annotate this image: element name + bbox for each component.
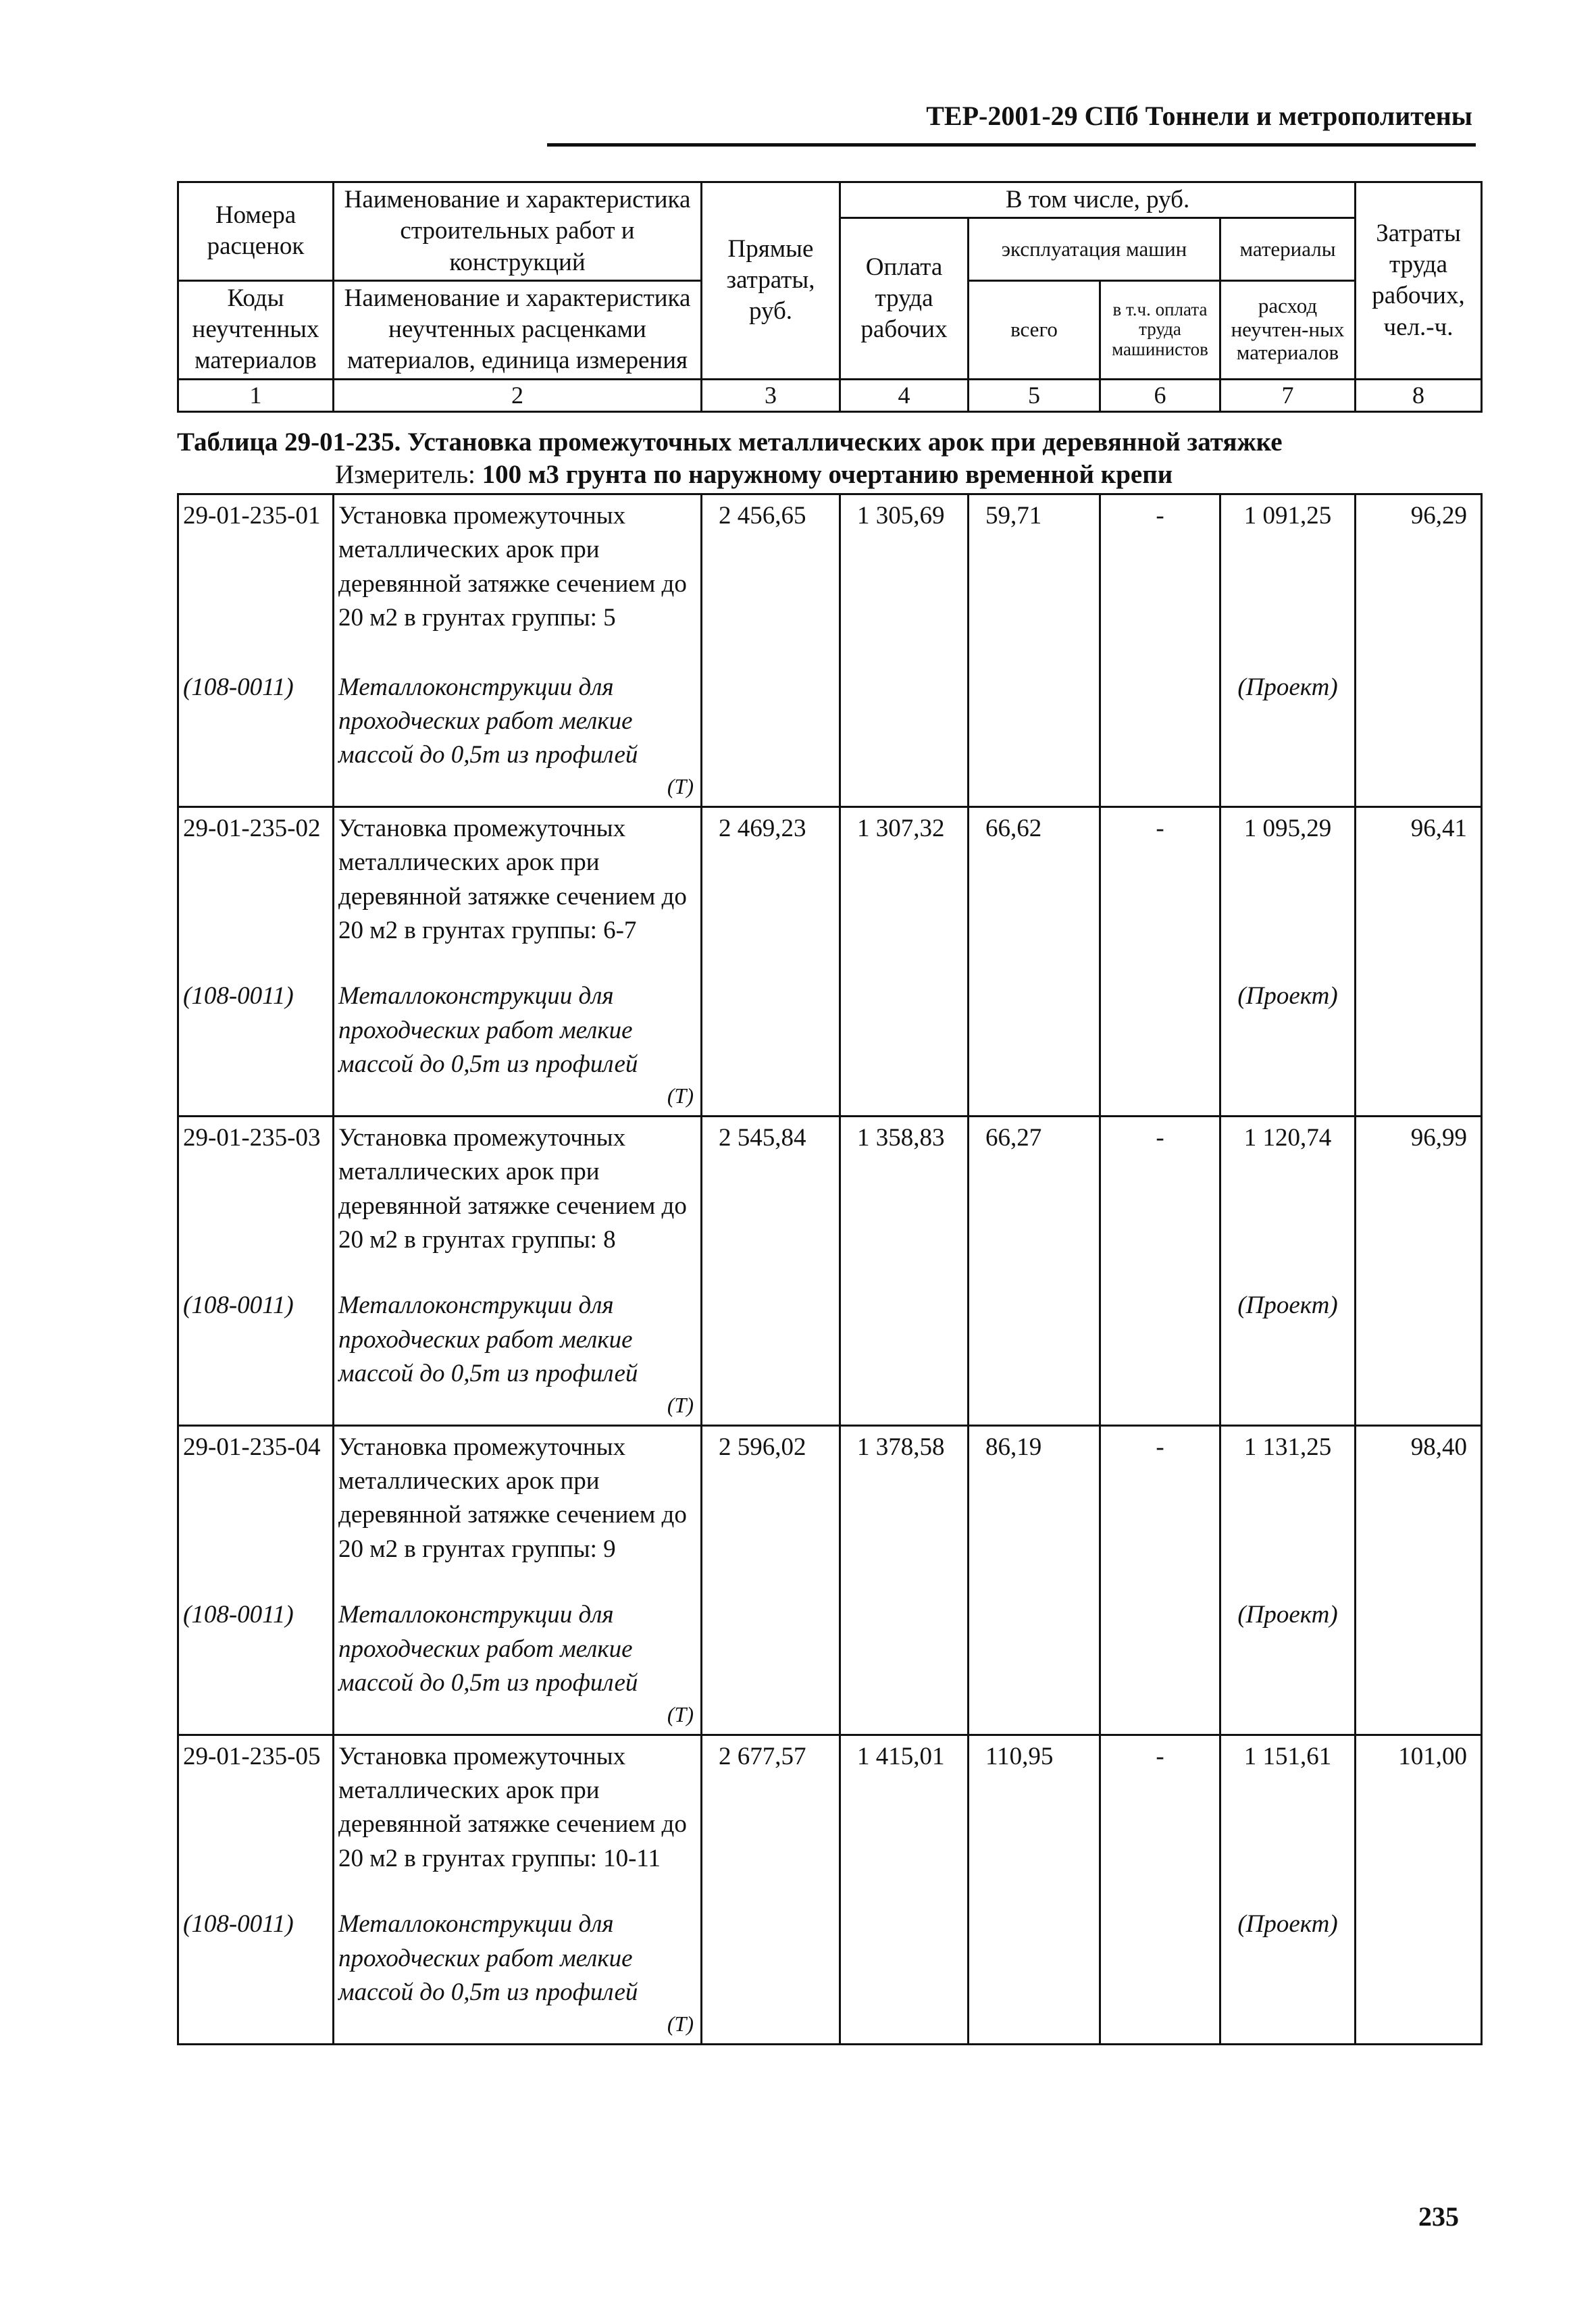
material-quantity: (Проект) — [1220, 1285, 1356, 1425]
material-name: Металлоконструкции для проходческих работ мелкие массой до 0,5т из профилей — [338, 1291, 638, 1388]
material-unit: (Т) — [667, 1702, 694, 1727]
labor-pay: 1 415,01 — [840, 1735, 969, 1903]
column-number: 8 — [1356, 379, 1482, 411]
empty-cell — [969, 1285, 1100, 1425]
materials-cost: 1 095,29 — [1220, 806, 1356, 975]
column-number: 5 — [969, 379, 1100, 411]
material-code: (108-0011) — [178, 1903, 334, 2044]
material-row — [178, 667, 1482, 807]
work-name: Установка промежуточных металлических арок при деревянной затяжке сечением до 20 м2 в грунтах группы: 10-11 — [334, 1735, 702, 1903]
rate-code: 29-01-235-01 — [178, 494, 334, 667]
header-material-codes: Коды неучтенных материалов — [178, 280, 334, 379]
empty-cell — [1100, 1285, 1220, 1425]
material-quantity: (Проект) — [1220, 667, 1356, 807]
header-direct-costs: Прямые затраты, руб. — [702, 182, 840, 380]
direct-costs: 2 545,84 — [702, 1116, 840, 1285]
material-row — [178, 1285, 1482, 1425]
empty-cell — [969, 667, 1100, 807]
page-number: 235 — [1418, 2201, 1459, 2232]
header-including: В том числе, руб. — [840, 182, 1356, 218]
material-code: (108-0011) — [178, 1594, 334, 1735]
column-number: 4 — [840, 379, 969, 411]
material-name: Металлоконструкции для проходческих работ мелкие массой до 0,5т из профилей — [338, 1601, 638, 1697]
work-name: Установка промежуточных металлических арок при деревянной затяжке сечением до 20 м2 в грунтах группы: 5 — [334, 494, 702, 667]
document-title: ТЕР-2001-29 СПб Тоннели и метрополитены — [926, 101, 1472, 131]
labor-hours: 96,41 — [1356, 806, 1482, 975]
material-unit: (Т) — [667, 1393, 694, 1418]
labor-pay: 1 358,83 — [840, 1116, 969, 1285]
materials-cost: 1 120,74 — [1220, 1116, 1356, 1285]
empty-cell — [1100, 975, 1220, 1116]
header-table — [177, 181, 1483, 413]
machines-total: 110,95 — [969, 1735, 1100, 1903]
empty-cell — [840, 1594, 969, 1735]
material-cell — [334, 1903, 702, 2044]
materials-cost: 1 091,25 — [1220, 494, 1356, 667]
material-unit: (Т) — [667, 2012, 694, 2036]
column-number: 2 — [334, 379, 702, 411]
header-machines: эксплуатация машин — [969, 218, 1220, 281]
rate-code: 29-01-235-02 — [178, 806, 334, 975]
work-name: Установка промежуточных металлических арок при деревянной затяжке сечением до 20 м2 в грунтах группы: 6-7 — [334, 806, 702, 975]
table-measure — [335, 459, 1173, 490]
material-code: (108-0011) — [178, 975, 334, 1116]
materials-cost: 1 151,61 — [1220, 1735, 1356, 1903]
labor-hours: 101,00 — [1356, 1735, 1482, 1903]
table-row — [178, 806, 1482, 975]
empty-cell — [1100, 667, 1220, 807]
empty-cell — [1100, 1594, 1220, 1735]
header-labor-pay: Оплата труда рабочих — [840, 218, 969, 379]
rates-table — [177, 493, 1483, 2045]
material-quantity: (Проект) — [1220, 975, 1356, 1116]
material-unit: (Т) — [667, 1083, 694, 1108]
header-work-name: Наименование и характеристика строительных работ и конструкций — [334, 182, 702, 281]
empty-cell — [1356, 1903, 1482, 2044]
labor-pay: 1 378,58 — [840, 1425, 969, 1594]
work-name: Установка промежуточных металлических арок при деревянной затяжке сечением до 20 м2 в грунтах группы: 8 — [334, 1116, 702, 1285]
column-number: 7 — [1220, 379, 1356, 411]
operators-pay: - — [1100, 1116, 1220, 1285]
labor-hours: 98,40 — [1356, 1425, 1482, 1594]
direct-costs: 2 596,02 — [702, 1425, 840, 1594]
material-cell — [334, 975, 702, 1116]
column-number: 6 — [1100, 379, 1220, 411]
labor-hours: 96,29 — [1356, 494, 1482, 667]
material-row — [178, 1594, 1482, 1735]
table-caption: Таблица 29-01-235. Установка промежуточных металлических арок при деревянной затяжке — [177, 428, 1283, 457]
rate-code: 29-01-235-05 — [178, 1735, 334, 1903]
empty-cell — [702, 667, 840, 807]
empty-cell — [702, 1594, 840, 1735]
direct-costs: 2 469,23 — [702, 806, 840, 975]
empty-cell — [1356, 1594, 1482, 1735]
empty-cell — [969, 1594, 1100, 1735]
material-row — [178, 975, 1482, 1116]
empty-cell — [840, 975, 969, 1116]
material-cell — [334, 1285, 702, 1425]
empty-cell — [1356, 667, 1482, 807]
material-quantity: (Проект) — [1220, 1594, 1356, 1735]
header-column-numbers — [178, 379, 1482, 411]
material-name: Металлоконструкции для проходческих работ мелкие массой до 0,5т из профилей — [338, 673, 638, 769]
title-rule — [547, 143, 1476, 147]
empty-cell — [969, 1903, 1100, 2044]
operators-pay: - — [1100, 1735, 1220, 1903]
labor-pay: 1 305,69 — [840, 494, 969, 667]
empty-cell — [1356, 1285, 1482, 1425]
material-code: (108-0011) — [178, 667, 334, 807]
measure-value: 100 м3 грунта по наружному очертанию временной крепи — [482, 460, 1173, 489]
machines-total: 86,19 — [969, 1425, 1100, 1594]
column-number: 1 — [178, 379, 334, 411]
material-row — [178, 1903, 1482, 2044]
empty-cell — [1356, 975, 1482, 1116]
rate-code: 29-01-235-03 — [178, 1116, 334, 1285]
direct-costs: 2 677,57 — [702, 1735, 840, 1903]
column-number: 3 — [702, 379, 840, 411]
header-material-name: Наименование и характеристика неучтенных расценками материалов, единица измерения — [334, 280, 702, 379]
empty-cell — [702, 1285, 840, 1425]
empty-cell — [969, 975, 1100, 1116]
header-operators-pay: в т.ч. оплата труда машинистов — [1100, 280, 1220, 379]
empty-cell — [840, 667, 969, 807]
material-cell — [334, 667, 702, 807]
measure-label: Измеритель: — [335, 460, 482, 489]
material-name: Металлоконструкции для проходческих работ мелкие массой до 0,5т из профилей — [338, 982, 638, 1079]
labor-hours: 96,99 — [1356, 1116, 1482, 1285]
materials-cost: 1 131,25 — [1220, 1425, 1356, 1594]
empty-cell — [840, 1285, 969, 1425]
header-materials: материалы — [1220, 218, 1356, 281]
material-quantity: (Проект) — [1220, 1903, 1356, 2044]
table-row — [178, 1735, 1482, 1903]
table-row — [178, 494, 1482, 667]
labor-pay: 1 307,32 — [840, 806, 969, 975]
table-row — [178, 1425, 1482, 1594]
material-cell — [334, 1594, 702, 1735]
header-unaccounted-materials: расход неучтен-ных материалов — [1220, 280, 1356, 379]
material-unit: (Т) — [667, 774, 694, 799]
direct-costs: 2 456,65 — [702, 494, 840, 667]
operators-pay: - — [1100, 806, 1220, 975]
empty-cell — [702, 975, 840, 1116]
material-code: (108-0011) — [178, 1285, 334, 1425]
header-labor-hours: Затраты труда рабочих, чел.-ч. — [1356, 182, 1482, 380]
operators-pay: - — [1100, 1425, 1220, 1594]
machines-total: 66,62 — [969, 806, 1100, 975]
work-name: Установка промежуточных металлических арок при деревянной затяжке сечением до 20 м2 в грунтах группы: 9 — [334, 1425, 702, 1594]
empty-cell — [1100, 1903, 1220, 2044]
header-rate-numbers: Номера расценок — [178, 182, 334, 281]
machines-total: 66,27 — [969, 1116, 1100, 1285]
material-name: Металлоконструкции для проходческих работ мелкие массой до 0,5т из профилей — [338, 1910, 638, 2006]
rate-code: 29-01-235-04 — [178, 1425, 334, 1594]
empty-cell — [702, 1903, 840, 2044]
table-row — [178, 1116, 1482, 1285]
empty-cell — [840, 1903, 969, 2044]
operators-pay: - — [1100, 494, 1220, 667]
machines-total: 59,71 — [969, 494, 1100, 667]
header-machines-total: всего — [969, 280, 1100, 379]
